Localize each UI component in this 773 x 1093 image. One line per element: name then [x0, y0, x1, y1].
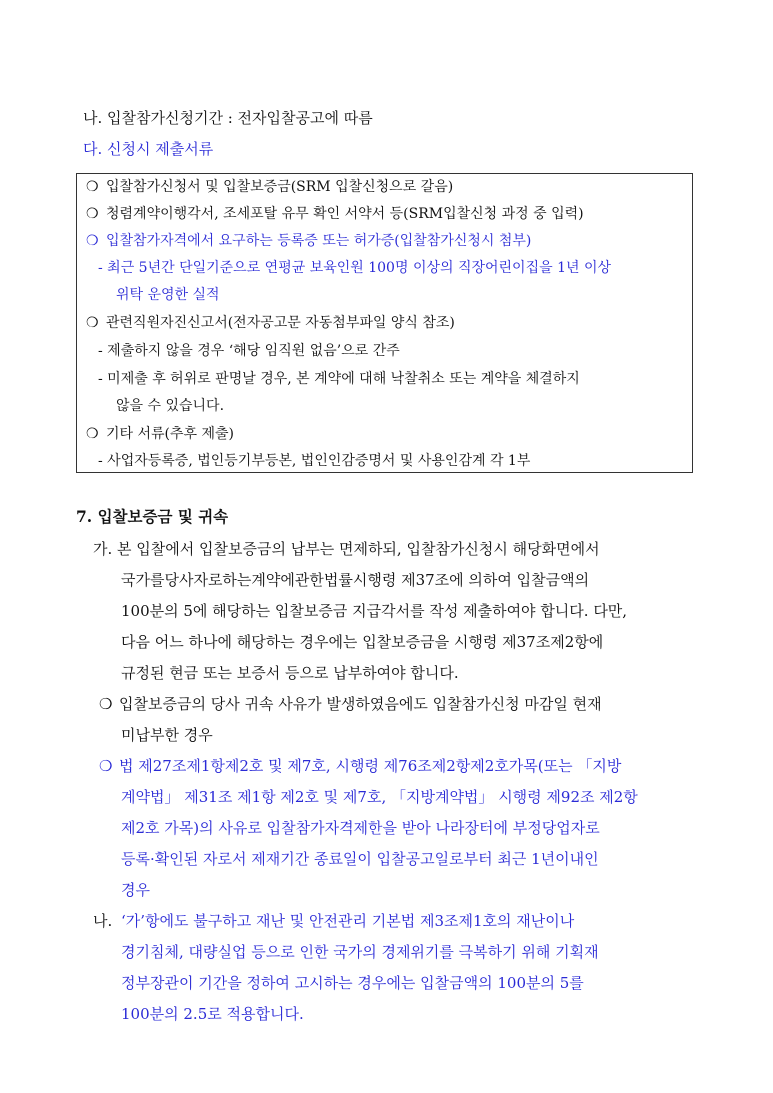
circle-bullet-icon: ❍: [86, 426, 99, 442]
circle-bullet-icon: ❍: [99, 757, 113, 775]
na-label: 나.: [93, 912, 113, 930]
bullet-item-2-line-2: 계약법」 제31조 제1항 제2호 및 제7호, 「지방계약법」 시행령 제92조 제2항: [121, 788, 638, 806]
doc-item-integrity-pledge: ❍ 청렴계약이행각서, 조세포탈 유무 확인 서약서 등(SRM입찰신청 과정 중 입력): [86, 206, 584, 222]
doc-item-license: ❍ 입찰참가자격에서 요구하는 등록증 또는 허가증(입찰참가신청시 첨부): [86, 233, 532, 249]
required-documents-box: [76, 173, 693, 473]
ga-line-2: 국가를당사자로하는계약에관한법률시행령 제37조에 의하여 입찰금액의: [121, 571, 590, 589]
na-line-2: 경기침체, 대량실업 등으로 인한 국가의 경제위기를 극복하기 위해 기획재: [121, 943, 599, 961]
doc-subitem-record: - 최근 5년간 단일기준으로 연평균 보육인원 100명 이상의 직장어린이집을 1년 이상: [98, 260, 612, 276]
doc-subitem-record-cont: 위탁 운영한 실적: [116, 287, 220, 303]
bid-application-period: 나. 입찰참가신청기간 : 전자입찰공고에 따름: [83, 109, 373, 127]
ga-line-3: 100분의 5에 해당하는 입찰보증금 지급각서를 작성 제출하여야 합니다. 다만,: [121, 602, 628, 620]
circle-bullet-icon: ❍: [99, 695, 113, 713]
ga-line-5: 규정된 현금 또는 보증서 등으로 납부하여야 합니다.: [121, 664, 459, 682]
circle-bullet-icon: ❍: [86, 315, 99, 331]
doc-subitem-registrations: - 사업자등록증, 법인등기부등본, 법인인감증명서 및 사용인감계 각 1부: [98, 453, 531, 469]
required-documents-heading: 다. 신청시 제출서류: [83, 140, 214, 158]
bullet-item-2-line-4: 등록·확인된 자로서 제재기간 종료일이 입찰공고일로부터 최근 1년이내인: [121, 850, 599, 868]
doc-item-other: ❍ 기타 서류(추후 제출): [86, 426, 235, 442]
bullet-item-1-cont: 미납부한 경우: [121, 726, 213, 744]
ga-line-1: 가. 본 입찰에서 입찰보증금의 납부는 면제하되, 입찰참가신청시 해당화면에서: [93, 540, 600, 558]
doc-subitem-false: - 미제출 후 허위로 판명날 경우, 본 계약에 대해 낙찰취소 또는 계약을 체결하지: [98, 371, 580, 387]
na-line-1: ‘가’항에도 불구하고 재난 및 안전관리 기본법 제3조제1호의 재난이나: [121, 912, 575, 930]
bullet-item-2-line-5: 경우: [121, 881, 150, 899]
bullet-item-1: ❍ 입찰보증금의 당사 귀속 사유가 발생하였음에도 입찰참가신청 마감일 현재: [99, 695, 602, 713]
doc-item-self-report: ❍ 관련직원자진신고서(전자공고문 자동첨부파일 양식 참조): [86, 315, 455, 331]
doc-subitem-false-cont: 않을 수 있습니다.: [116, 398, 225, 414]
na-line-4: 100분의 2.5로 적용합니다.: [121, 1005, 304, 1023]
doc-item-application: ❍ 입찰참가신청서 및 입찰보증금(SRM 입찰신청으로 갈음): [86, 179, 454, 195]
circle-bullet-icon: ❍: [86, 179, 99, 195]
bullet-item-2: ❍ 법 제27조제1항제2호 및 제7호, 시행령 제76조제2항제2호가목(또는 「지방: [99, 757, 622, 775]
section-7-title: 7. 입찰보증금 및 귀속: [76, 507, 229, 526]
ga-line-4: 다음 어느 하나에 해당하는 경우에는 입찰보증금을 시행령 제37조제2항에: [121, 633, 604, 651]
circle-bullet-icon: ❍: [86, 233, 99, 249]
bullet-item-2-line-3: 제2호 가목)의 사유로 입찰참가자격제한을 받아 나라장터에 부정당업자로: [121, 819, 600, 837]
doc-subitem-no-submit: - 제출하지 않을 경우 ‘해당 임직원 없음’으로 간주: [98, 343, 400, 359]
circle-bullet-icon: ❍: [86, 206, 99, 222]
na-line-3: 정부장관이 기간을 정하여 고시하는 경우에는 입찰금액의 100분의 5를: [121, 974, 584, 992]
